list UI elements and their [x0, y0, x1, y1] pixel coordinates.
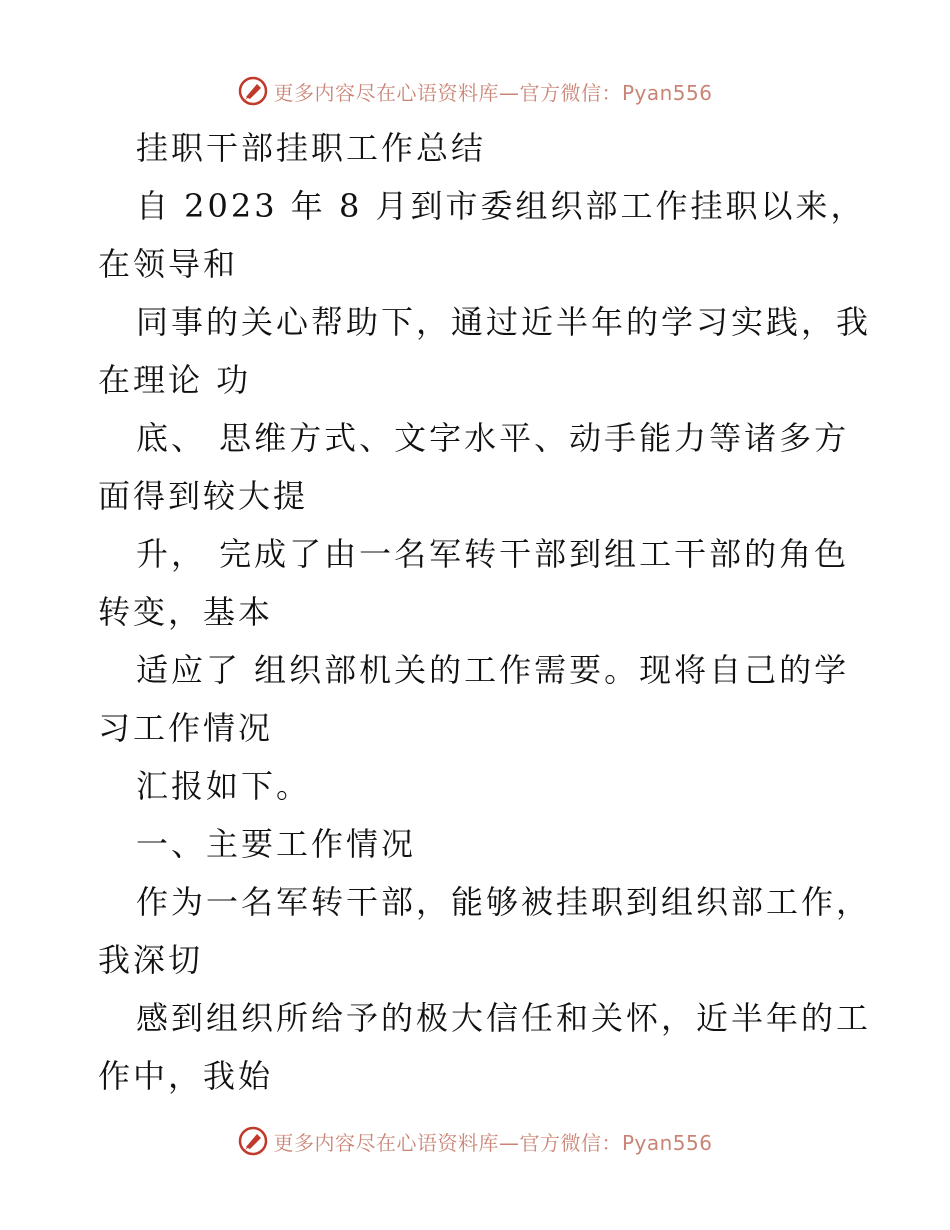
- paragraph-line: 同事的关心帮助下，通过近半年的学习实践，我: [136, 303, 872, 341]
- paragraph-line: 适应了 组织部机关的工作需要。现将自己的学: [136, 651, 850, 689]
- document-title: 挂职干部挂职工作总结: [136, 129, 487, 167]
- paragraph-line: 作为一名军转干部，能够被挂职到组织部工作，: [136, 883, 872, 921]
- paragraph-line: 习工作情况: [98, 709, 274, 747]
- paragraph-line: 升， 完成了由一名军转干部到组工干部的角色: [136, 535, 850, 573]
- paragraph-line: 在领导和: [98, 245, 239, 283]
- section-heading: 一、主要工作情况: [136, 825, 417, 863]
- paragraph-line: 感到组织所给予的极大信任和关怀，近半年的工: [136, 999, 872, 1037]
- paragraph-line: 在理论 功: [98, 361, 252, 399]
- paragraph-line: 我深切: [98, 941, 204, 979]
- paragraph-line: 作中，我始: [98, 1057, 274, 1095]
- footer-watermark: [0, 1121, 950, 1161]
- paragraph-line: 自 2023 年 8 月到市委组织部工作挂职以来，: [136, 187, 866, 225]
- header-watermark: [0, 71, 950, 111]
- paragraph-line: 汇报如下。: [136, 767, 312, 805]
- watermark-text: 更多内容尽在心语资料库—官方微信：Pyan556: [273, 80, 713, 105]
- paragraph-line: 面得到较大提: [98, 477, 309, 515]
- pen-nib-logo-icon: [237, 1125, 269, 1157]
- paragraph-line: 转变，基本: [98, 593, 274, 631]
- paragraph-line: 底、 思维方式、文字水平、动手能力等诸多方: [136, 419, 850, 457]
- pen-nib-logo-icon: [237, 75, 269, 107]
- watermark-text: 更多内容尽在心语资料库—官方微信：Pyan556: [273, 1130, 713, 1155]
